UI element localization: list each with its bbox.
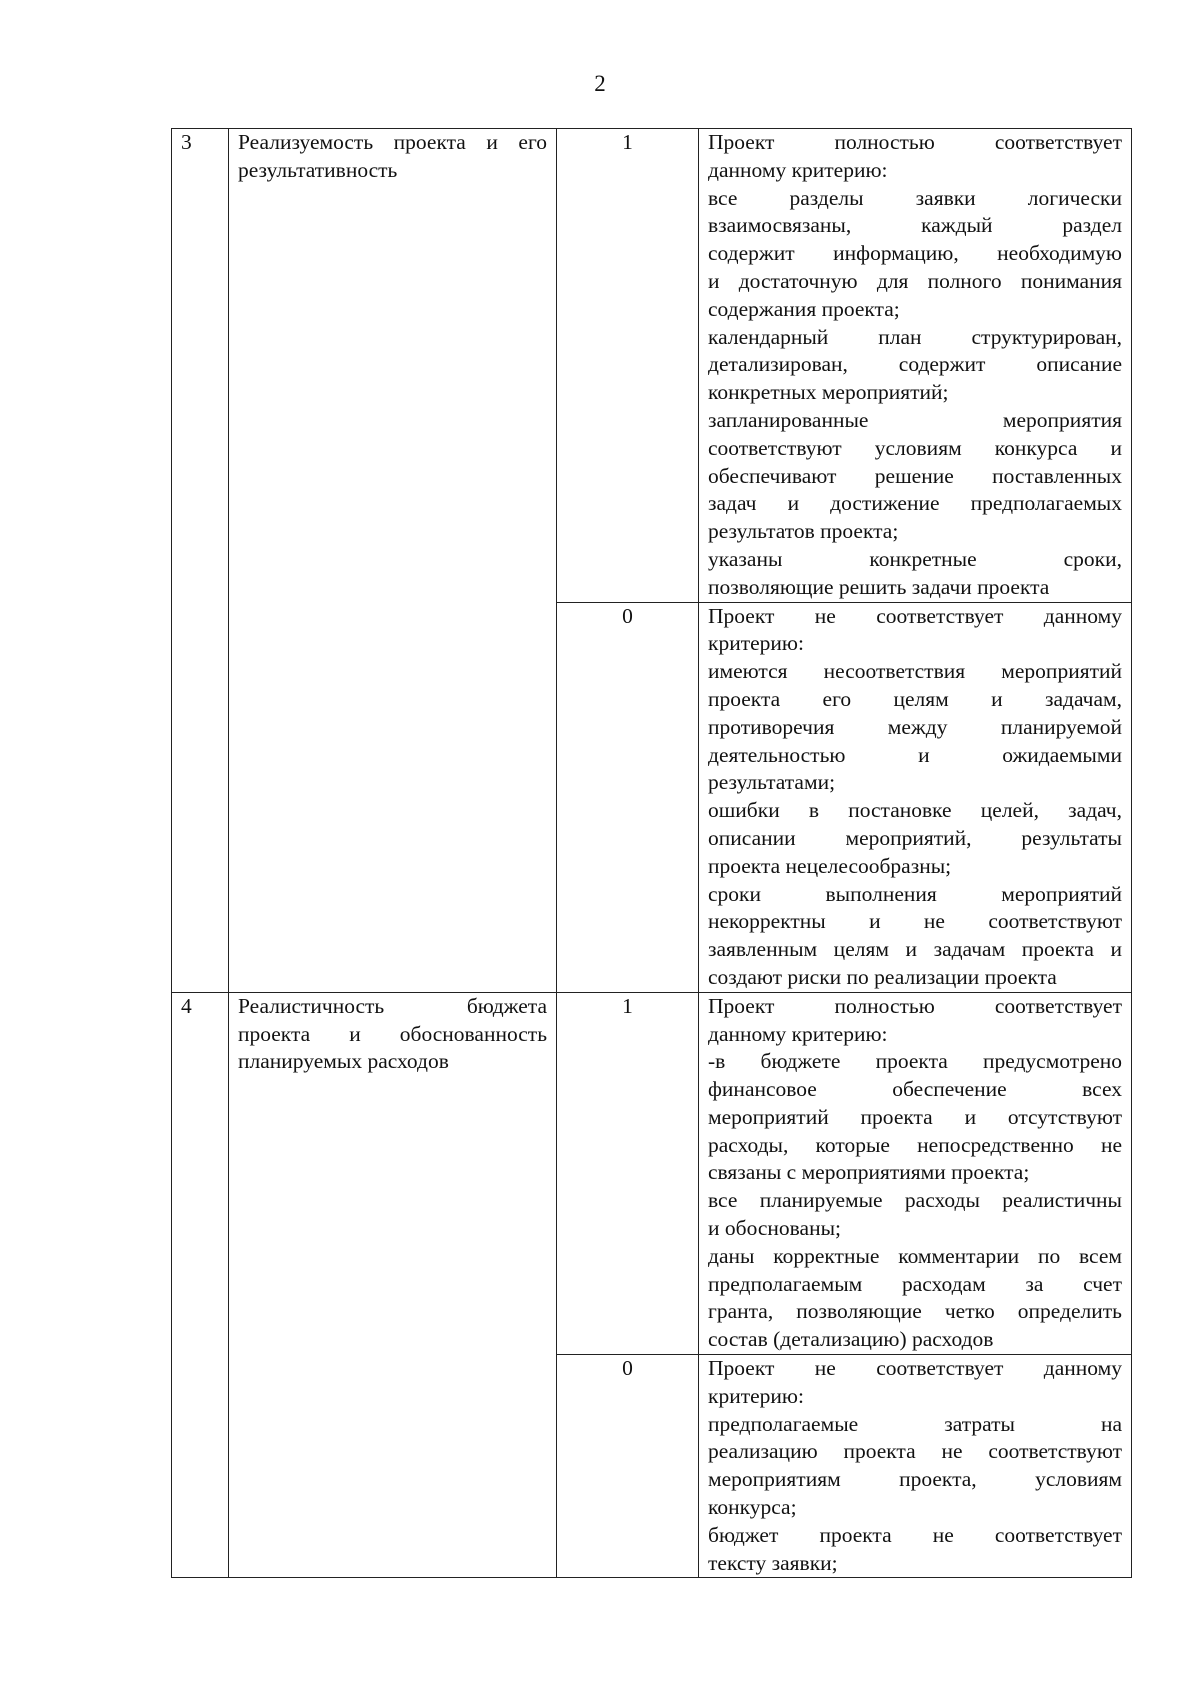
criterion-name: Реалистичность бюджета проекта и обоснованность планируемых расходов xyxy=(229,992,557,1578)
description-line: создают риски по реализации проекта xyxy=(708,964,1057,989)
score-description xyxy=(699,1355,1132,1578)
description-line: -в бюджете проекта предусмотрено xyxy=(708,1049,1122,1074)
description-line: содержания проекта; xyxy=(708,296,900,321)
description-line: детализирован, содержит описание xyxy=(708,352,1122,377)
description-line: и достаточную для полного понимания xyxy=(708,268,1122,293)
description-line: позволяющие решить задачи проекта xyxy=(708,574,1050,599)
score-value: 0 xyxy=(557,602,699,992)
score-description xyxy=(699,602,1132,992)
description-line: обеспечивают решение поставленных xyxy=(708,463,1122,488)
description-line: все разделы заявки логически xyxy=(708,185,1122,210)
description-line: противоречия между планируемой xyxy=(708,714,1122,739)
description-line: предполагаемые затраты на xyxy=(708,1411,1122,1436)
criterion-number: 3 xyxy=(172,129,229,993)
description-line: Проект полностью соответствует xyxy=(708,130,1122,154)
description-line: календарный план структурирован, xyxy=(708,324,1122,349)
description-line: результатами; xyxy=(708,770,836,795)
description-line: связаны с мероприятиями проекта; xyxy=(708,1160,1030,1185)
description-line: данному критерию: xyxy=(708,1021,888,1046)
description-line: состав (детализацию) расходов xyxy=(708,1327,994,1352)
description-line: все планируемые расходы реалистичны xyxy=(708,1188,1122,1213)
description-line: Проект не соответствует данному xyxy=(708,603,1122,628)
description-line: и обоснованы; xyxy=(708,1216,841,1241)
description-line: заявленным целям и задачам проекта и xyxy=(708,937,1122,962)
criterion-name: Реализуемость проекта и его результативность xyxy=(229,129,557,993)
description-line: имеются несоответствия мероприятий xyxy=(708,659,1122,684)
score-value: 1 xyxy=(557,992,699,1354)
description-line: критерию: xyxy=(708,631,804,656)
description-line: запланированные мероприятия xyxy=(708,407,1122,432)
description-line: проекта нецелесообразны; xyxy=(708,853,952,878)
description-line: результатов проекта; xyxy=(708,519,899,544)
score-description xyxy=(699,992,1132,1354)
description-line: финансовое обеспечение всех xyxy=(708,1077,1122,1102)
table-row xyxy=(172,992,1132,1354)
description-line: конкурса; xyxy=(708,1495,797,1520)
description-line: указаны конкретные сроки, xyxy=(708,546,1122,571)
score-value: 1 xyxy=(557,129,699,603)
criterion-number: 4 xyxy=(172,992,229,1578)
description-line: мероприятий проекта и отсутствуют xyxy=(708,1104,1122,1129)
description-line: гранта, позволяющие четко определить xyxy=(708,1299,1122,1324)
description-line: описании мероприятий, результаты xyxy=(708,825,1122,850)
description-line: конкретных мероприятий; xyxy=(708,380,949,405)
description-line: Проект полностью соответствует xyxy=(708,993,1122,1018)
description-line: данному критерию: xyxy=(708,157,888,182)
description-line: некорректны и не соответствуют xyxy=(708,909,1122,934)
description-line: Проект не соответствует данному xyxy=(708,1356,1122,1381)
description-line: предполагаемым расходам за счет xyxy=(708,1271,1122,1296)
description-line: критерию: xyxy=(708,1383,804,1408)
description-line: реализацию проекта не соответствуют xyxy=(708,1439,1122,1464)
table-row xyxy=(172,129,1132,603)
description-line: деятельностью и ожидаемыми xyxy=(708,742,1122,767)
description-line: взаимосвязаны, каждый раздел xyxy=(708,213,1122,238)
description-line: сроки выполнения мероприятий xyxy=(708,881,1122,906)
description-line: мероприятиям проекта, условиям xyxy=(708,1467,1122,1492)
description-line: содержит информацию, необходимую xyxy=(708,241,1122,266)
description-line: ошибки в постановке целей, задач, xyxy=(708,798,1122,823)
criteria-table xyxy=(171,128,1132,1578)
page-number: 2 xyxy=(594,71,606,96)
description-line: проекта его целям и задачам, xyxy=(708,686,1122,711)
description-line: даны корректные комментарии по всем xyxy=(708,1243,1122,1268)
description-line: тексту заявки; xyxy=(708,1550,838,1575)
description-line: расходы, которые непосредственно не xyxy=(708,1132,1122,1157)
description-line: бюджет проекта не соответствует xyxy=(708,1522,1122,1547)
description-line: задач и достижение предполагаемых xyxy=(708,491,1122,516)
score-description xyxy=(699,129,1132,603)
score-value: 0 xyxy=(557,1355,699,1578)
description-line: соответствуют условиям конкурса и xyxy=(708,435,1122,460)
